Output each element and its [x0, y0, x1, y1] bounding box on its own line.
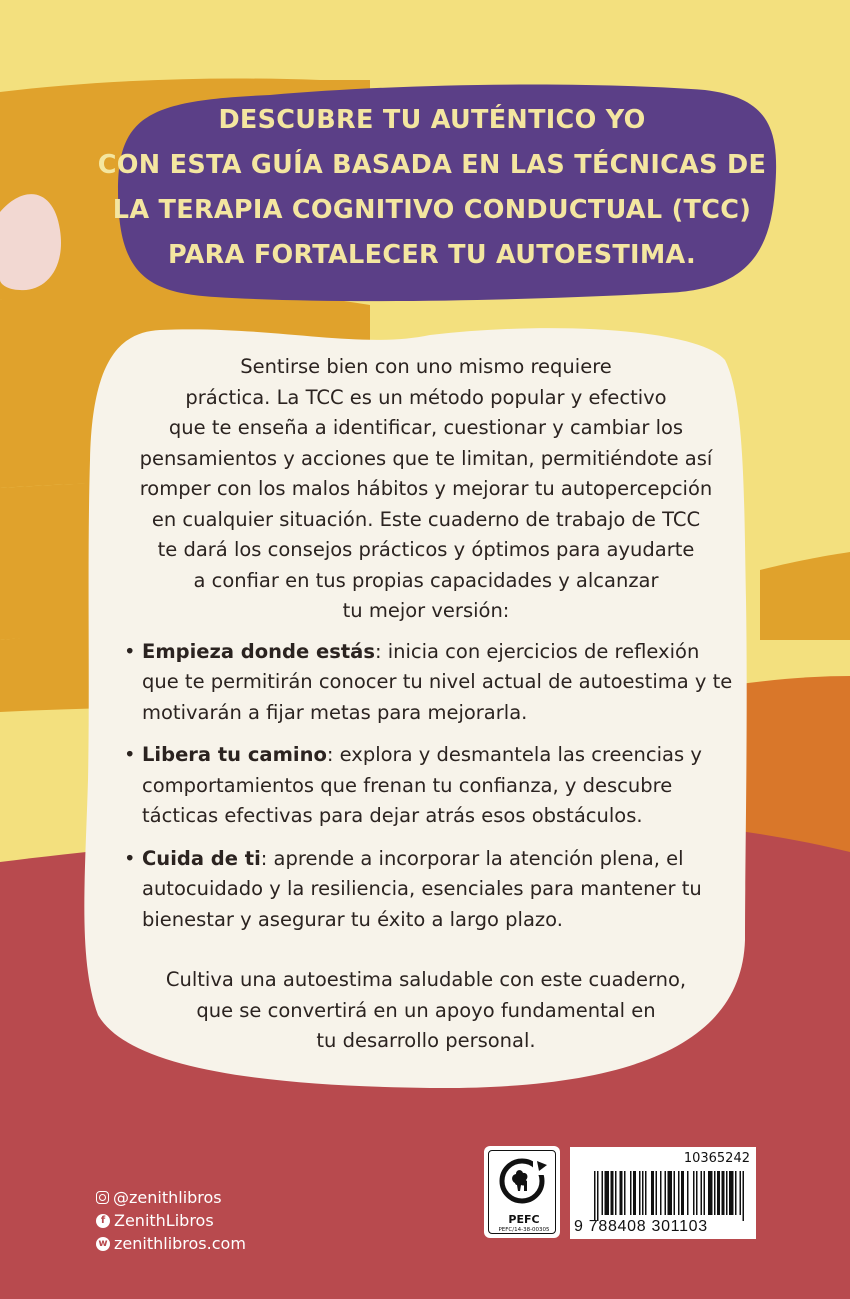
- headline-line: LA TERAPIA COGNITIVO CONDUCTUAL (TCC): [112, 195, 752, 225]
- isbn-number: 9 788408 301103: [574, 1218, 708, 1235]
- intro-line: en cualquier situación. Este cuaderno de trabajo de TCC: [151, 507, 701, 531]
- list-item: [112, 637, 740, 729]
- intro-line: romper con los malos hábitos y mejorar tu autopercepción: [139, 477, 713, 500]
- facebook-link[interactable]: [96, 1209, 246, 1232]
- list-item-title: Empieza donde estás: [142, 639, 375, 663]
- feature-list: [112, 637, 740, 936]
- website-icon: w: [96, 1237, 110, 1251]
- list-item-text: : inicia con ejercicios de reflexión que te permitirán conocer tu nivel actual de autoestima y te motivarán a fijar metas para mejorarla.: [142, 639, 733, 724]
- headline-banner: [97, 88, 767, 288]
- pefc-frame: [488, 1150, 556, 1234]
- list-item-text: : aprende a incorporar la atención plena, el autocuidado y la resiliencia, esenciales para mantener tu bienestar y asegurar tu éxito a largo plazo.: [142, 846, 702, 931]
- instagram-handle: @zenithlibros: [113, 1188, 222, 1207]
- intro-line: que te enseña a identificar, cuestionar y cambiar los: [168, 416, 684, 439]
- intro-paragraph: [112, 352, 740, 627]
- barcode-panel: [570, 1147, 756, 1239]
- intro-line: a confiar en tus propias capacidades y alcanzar: [193, 568, 659, 592]
- pefc-certification-badge: [484, 1146, 560, 1238]
- bullet-icon: •: [124, 846, 136, 870]
- list-item: [112, 740, 740, 832]
- intro-line: Sentirse bien con uno mismo requiere: [240, 355, 612, 378]
- outro-line: Cultiva una autoestima saludable con este cuaderno,: [165, 968, 687, 991]
- list-item-text: : explora y desmantela las creencias y comportamientos que frenan tu confianza, y descubre tácticas efectivas para dejar atrás esos obstáculos.: [142, 743, 702, 827]
- website-link[interactable]: [96, 1232, 246, 1255]
- pefc-tree-icon: [489, 1151, 555, 1211]
- facebook-icon: f: [96, 1214, 110, 1228]
- bullet-icon: •: [124, 743, 136, 766]
- outro-paragraph: [112, 965, 740, 1057]
- intro-line: tu mejor versión:: [342, 599, 510, 622]
- description-panel: [112, 352, 740, 1057]
- list-item: [112, 844, 740, 936]
- intro-line: pensamientos y acciones que te limitan, permitiéndote así: [139, 446, 713, 470]
- instagram-icon: [96, 1191, 109, 1204]
- headline-line: DESCUBRE TU AUTÉNTICO YO: [218, 105, 646, 135]
- bullet-icon: •: [124, 639, 136, 663]
- headline-line: PARA FORTALECER TU AUTOESTIMA.: [167, 240, 697, 270]
- headline-line: CON ESTA GUÍA BASADA EN LAS TÉCNICAS DE: [97, 150, 767, 180]
- intro-line: práctica. La TCC es un método popular y efectivo: [185, 385, 667, 409]
- outro-line: que se convertirá en un apoyo fundamental en: [196, 998, 656, 1022]
- social-links: [96, 1186, 246, 1255]
- website-url: zenithlibros.com: [114, 1234, 246, 1253]
- list-item-title: Cuida de ti: [142, 846, 261, 870]
- pefc-title: PEFC: [508, 1213, 540, 1226]
- intro-line: te dará los consejos prácticos y óptimos para ayudarte: [157, 538, 695, 561]
- pefc-code: PEFC/14-38-00305: [498, 1227, 550, 1233]
- outro-line: tu desarrollo personal.: [316, 1029, 536, 1052]
- facebook-handle: ZenithLibros: [114, 1211, 214, 1230]
- list-item-title: Libera tu camino: [142, 743, 327, 766]
- product-code: 10365242: [683, 1151, 750, 1166]
- instagram-link[interactable]: [96, 1186, 246, 1209]
